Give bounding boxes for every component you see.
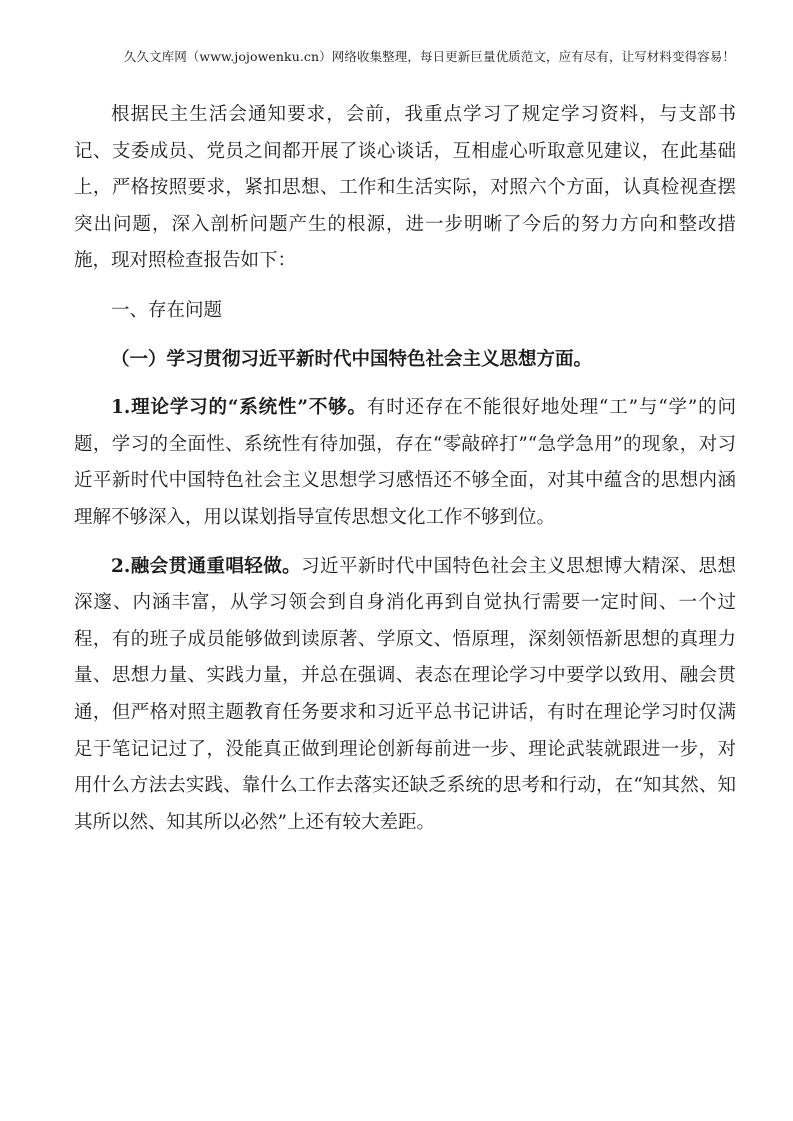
subsection-heading-theory-study: （一）学习贯彻习近平新时代中国特色社会主义思想方面。 [111, 348, 593, 370]
point-paragraph-1 [74, 390, 736, 536]
point-title-2: 2.融会贯通重唱轻做。 [111, 555, 302, 577]
document-body [74, 97, 736, 841]
point-body-1: 有时还存在不能很好地处理“工”与“学”的问题，学习的全面性、系统性有待加强，存在“零敲碎打”“急学急用”的现象，对习近平新时代中国特色社会主义思想学习感悟还不够全面，对其中蕴含的思想内涵理解不够深入，用以谋划指导宣传思想文化工作不够到位。 [74, 397, 736, 528]
header-note: 久久文库网（www.jojowenku.cn）网络收集整理，每日更新巨量优质范文，应有尽有，让写材料变得容易！ [123, 49, 735, 64]
point-body-2: 习近平新时代中国特色社会主义思想博大精深、思想深邃、内涵丰富，从学习领会到自身消化再到自觉执行需要一定时间、一个过程，有的班子成员能够做到读原著、学原文、悟原理，深刻领悟新思想的真理力量、思想力量、实践力量，并总在强调、表态在理论学习中要学以致用、融会贯通，但严格对照主题教育任务要求和习近平总书记讲话，有时在理论学习时仅满足于笔记记过了，没能真正做到理论创新每前进一步、理论武装就跟进一步，对用什么方法去实践、靠什么工作去落实还缺乏系统的思考和行动，在“知其然、知其所以然、知其所以必然”上还有较大差距。 [74, 555, 736, 833]
section-heading-problems: 一、存在问题 [111, 299, 223, 321]
point-title-1: 1.理论学习的“系统性”不够。 [111, 397, 367, 419]
point-paragraph-2 [74, 549, 736, 842]
intro-paragraph: 根据民主生活会通知要求，会前，我重点学习了规定学习资料，与支部书记、支委成员、党员之间都开展了谈心谈话，互相虚心听取意见建议，在此基础上，严格按照要求，紧扣思想、工作和生活实际，对照六个方面，认真检视查摆突出问题，深入剖析问题产生的根源，进一步明晰了今后的努力方向和整改措施，现对照检查报告如下： [74, 104, 736, 272]
